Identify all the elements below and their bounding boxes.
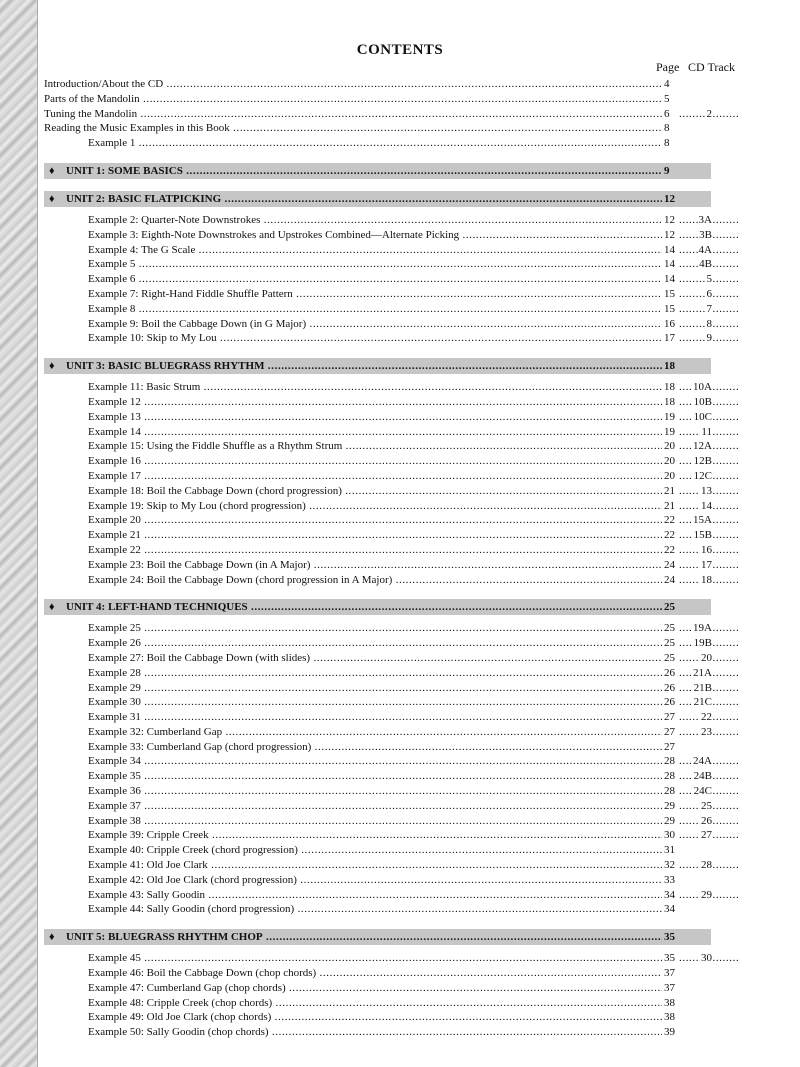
entry-title: Example 28 ..... [88,666,666,681]
entry-page-number: 26 [662,666,694,681]
entry-cd-track [679,410,740,425]
track-column-header: CD Track [688,60,736,74]
entry-page-number: 14 [662,272,694,287]
entry-page-number: 29 [662,814,694,829]
entry-cd-track-number: ..... 18 [701,573,712,586]
unit-title: UNIT 5: BLUEGRASS RHYTHM CHOP ..... [66,929,664,945]
toc-entry[interactable] [44,257,740,272]
unit-title: UNIT 1: SOME BASICS ..... [66,163,664,179]
toc-entry[interactable] [44,843,740,858]
entry-title: Example 23: Boil the Cabbage Down (in A Major) ..... [88,558,666,573]
entry-page-number: 31 [662,843,694,858]
entry-title: Example 16 ..... [88,454,666,469]
entry-title: Example 8 ..... [88,302,666,317]
entry-page-number: 12 [662,228,694,243]
entry-cd-track [679,636,740,651]
entry-title: Example 14 ..... [88,425,666,440]
toc-entry[interactable] [44,902,740,917]
entry-cd-track-number: ..... 4A [698,243,712,256]
toc-entry[interactable] [44,513,740,528]
entry-title: Example 1 ..... [88,136,666,151]
entry-cd-track-number: ..... 7 [706,302,712,315]
entry-cd-track [679,754,740,769]
entry-page-number: 21 [662,499,694,514]
entry-cd-track [679,107,740,122]
entry-page-number: 20 [662,469,694,484]
entry-title: Example 19: Skip to My Lou (chord progression) ..... [88,499,666,514]
entry-cd-track-number: ..... 20 [701,651,712,664]
entry-page-number: 19 [662,410,694,425]
diamond-bullet-icon: ♦ [49,192,55,205]
toc-entry[interactable] [44,651,740,666]
unit-heading[interactable] [44,358,711,374]
toc-entry[interactable] [44,77,740,92]
entry-cd-track [679,302,740,317]
entry-title: Example 22 ..... [88,543,666,558]
entry-cd-track [679,951,740,966]
entry-page-number: 24 [662,558,694,573]
entry-title: Example 37 ..... [88,799,666,814]
toc-entry[interactable] [44,121,740,136]
toc-entry[interactable] [44,213,740,228]
entry-title: Example 41: Old Joe Clark ..... [88,858,666,873]
entry-cd-track [679,695,740,710]
entry-cd-track-number: ..... 15B [693,529,712,542]
entry-page-number: 14 [662,257,694,272]
entry-cd-track [679,395,740,410]
entry-cd-track [679,317,740,332]
toc-entry[interactable] [44,996,740,1011]
toc-entry[interactable] [44,873,740,888]
toc-entry[interactable] [44,331,740,346]
entry-page-number: 25 [662,636,694,651]
entry-page-number: 15 [662,287,694,302]
toc-entry[interactable] [44,769,740,784]
entry-page-number: 38 [662,996,694,1011]
entry-title: Example 3: Eighth-Note Downstrokes and Upstrokes Combined—Alternate Picking ..... [88,228,666,243]
toc-entry[interactable] [44,725,740,740]
entry-page-number: 28 [662,769,694,784]
entry-cd-track-number: ..... 12C [693,469,712,482]
entry-cd-track-number: ..... 6 [706,287,712,300]
entry-page-number: 22 [662,513,694,528]
toc-entry[interactable] [44,287,740,302]
toc-entry[interactable] [44,107,740,122]
entry-cd-track [679,710,740,725]
unit-page-number: 25 [662,599,694,615]
unit-heading[interactable] [44,929,711,945]
entry-cd-track [679,513,740,528]
entry-title: Example 35 ..... [88,769,666,784]
unit-page-number: 9 [662,163,694,179]
entry-title: Example 27: Boil the Cabbage Down (with slides) ..... [88,651,666,666]
toc-entry[interactable] [44,558,740,573]
toc-entry[interactable] [44,469,740,484]
entry-cd-track-number: ..... 26 [701,814,712,827]
entry-cd-track-number: ..... 2 [706,107,712,120]
toc-entry[interactable] [44,695,740,710]
entry-cd-track [679,681,740,696]
unit-heading[interactable] [44,191,711,207]
entry-cd-track [679,888,740,903]
entry-page-number: 18 [662,380,694,395]
toc-entry[interactable] [44,951,740,966]
entry-cd-track [679,243,740,258]
entry-page-number: 8 [662,136,694,151]
entry-title: Example 50: Sally Goodin (chop chords) ..... [88,1025,666,1040]
toc-entry[interactable] [44,966,740,981]
entry-cd-track-number: ..... 4B [699,258,712,271]
entry-cd-track [679,499,740,514]
decorative-margin-pattern [0,0,38,1067]
entry-cd-track-number: ..... 21B [693,681,712,694]
entry-title: Example 38 ..... [88,814,666,829]
entry-page-number: 18 [662,395,694,410]
entry-page-number: 26 [662,695,694,710]
entry-title: Example 6 ..... [88,272,666,287]
entry-title: Example 33: Cumberland Gap (chord progression) ..... [88,740,666,755]
entry-cd-track [679,799,740,814]
entry-cd-track-number: ..... 24B [693,770,712,783]
entry-title: Example 4: The G Scale ..... [88,243,666,258]
diamond-bullet-icon: ♦ [49,931,55,944]
entry-cd-track-number: ..... 16 [701,543,712,556]
entry-page-number: 37 [662,966,694,981]
toc-entry[interactable] [44,888,740,903]
unit-title: UNIT 3: BASIC BLUEGRASS RHYTHM ..... [66,358,664,374]
entry-cd-track-number: ..... 21C [693,696,712,709]
entry-cd-track [679,573,740,588]
entry-page-number: 27 [662,740,694,755]
entry-page-number: 30 [662,828,694,843]
entry-cd-track-number: ..... 24A [693,755,712,768]
entry-cd-track [679,469,740,484]
toc-entry[interactable] [44,666,740,681]
entry-cd-track-number: ..... 5 [706,273,712,286]
entry-cd-track-number: ..... 12B [693,455,712,468]
toc-entry[interactable] [44,1010,740,1025]
entry-title: Example 39: Cripple Creek ..... [88,828,666,843]
entry-cd-track [679,228,740,243]
entry-cd-track [679,651,740,666]
entry-cd-track-number: ..... 13 [701,484,712,497]
unit-heading[interactable] [44,163,711,179]
entry-cd-track [679,558,740,573]
entry-page-number: 26 [662,681,694,696]
toc-entry[interactable] [44,454,740,469]
toc-entry[interactable] [44,425,740,440]
entry-title: Tuning the Mandolin ..... [44,107,666,122]
entry-cd-track-number: ..... 21A [693,666,712,679]
toc-entry[interactable] [44,981,740,996]
toc-entry[interactable] [44,543,740,558]
entry-title: Example 43: Sally Goodin ..... [88,888,666,903]
entry-title: Example 13 ..... [88,410,666,425]
entry-page-number: 21 [662,484,694,499]
entry-page-number: 28 [662,784,694,799]
toc-entry[interactable] [44,92,740,107]
unit-heading[interactable] [44,599,711,615]
entry-cd-track [679,784,740,799]
toc-entry[interactable] [44,784,740,799]
entry-cd-track [679,814,740,829]
entry-cd-track-number: ..... 3A [698,213,712,226]
entry-page-number: 24 [662,573,694,588]
entry-cd-track [679,439,740,454]
entry-cd-track [679,543,740,558]
entry-cd-track-number: ..... 11 [701,425,712,438]
entry-title: Example 44: Sally Goodin (chord progression) ..... [88,902,666,917]
toc-entry[interactable] [44,573,740,588]
unit-page-number: 18 [662,358,694,374]
entry-title: Example 15: Using the Fiddle Shuffle as a Rhythm Strum ..... [88,439,666,454]
entry-cd-track-number: ..... 12A [693,440,712,453]
toc-entry[interactable] [44,814,740,829]
entry-title: Example 45 ..... [88,951,666,966]
toc-entry[interactable] [44,439,740,454]
entry-title: Parts of the Mandolin ..... [44,92,666,107]
entry-page-number: 19 [662,425,694,440]
diamond-bullet-icon: ♦ [49,164,55,177]
entry-cd-track-number: ..... 28 [701,859,712,872]
toc-entry[interactable] [44,528,740,543]
entry-page-number: 20 [662,439,694,454]
entry-title: Example 31 ..... [88,710,666,725]
entry-title: Example 42: Old Joe Clark (chord progression) ..... [88,873,666,888]
entry-page-number: 25 [662,621,694,636]
entry-cd-track [679,272,740,287]
entry-cd-track [679,380,740,395]
entry-cd-track [679,769,740,784]
entry-cd-track-number: ..... 10B [693,395,712,408]
entry-page-number: 22 [662,528,694,543]
toc-entry[interactable] [44,1025,740,1040]
entry-title: Example 32: Cumberland Gap ..... [88,725,666,740]
entry-cd-track [679,621,740,636]
entry-cd-track [679,828,740,843]
entry-title: Example 5 ..... [88,257,666,272]
entry-cd-track [679,666,740,681]
entry-cd-track-number: ..... 8 [706,317,712,330]
entry-cd-track [679,425,740,440]
entry-title: Introduction/About the CD ..... [44,77,666,92]
unit-title: UNIT 4: LEFT-HAND TECHNIQUES ..... [66,599,664,615]
entry-cd-track-number: ..... 10A [693,381,712,394]
toc-entry[interactable] [44,302,740,317]
entry-title: Reading the Music Examples in this Book ..... [44,121,666,136]
entry-page-number: 35 [662,951,694,966]
table-of-contents [44,77,740,1040]
entry-cd-track-number: ..... 10C [693,410,712,423]
entry-title: Example 25 ..... [88,621,666,636]
toc-entry[interactable] [44,621,740,636]
entry-title: Example 47: Cumberland Gap (chop chords) ..... [88,981,666,996]
entry-page-number: 5 [662,92,694,107]
entry-title: Example 12 ..... [88,395,666,410]
entry-page-number: 28 [662,754,694,769]
entry-page-number: 34 [662,888,694,903]
entry-page-number: 14 [662,243,694,258]
entry-cd-track-number: ..... 17 [701,558,712,571]
entry-page-number: 16 [662,317,694,332]
entry-cd-track-number: ..... 19A [693,622,712,635]
entry-cd-track [679,331,740,346]
diamond-bullet-icon: ♦ [49,601,55,614]
entry-page-number: 4 [662,77,694,92]
entry-cd-track-number: ..... 23 [701,725,712,738]
entry-page-number: 39 [662,1025,694,1040]
entry-cd-track-number: ..... 14 [701,499,712,512]
toc-entry[interactable] [44,380,740,395]
entry-cd-track [679,213,740,228]
entry-title: Example 24: Boil the Cabbage Down (chord progression in A Major) ..... [88,573,666,588]
entry-cd-track [679,528,740,543]
entry-title: Example 30 ..... [88,695,666,710]
entry-cd-track-number: ..... 24C [693,785,712,798]
entry-title: Example 9: Boil the Cabbage Down (in G Major) ..... [88,317,666,332]
entry-title: Example 2: Quarter-Note Downstrokes ..... [88,213,666,228]
toc-entry[interactable] [44,636,740,651]
entry-title: Example 36 ..... [88,784,666,799]
entry-cd-track [679,454,740,469]
toc-entry[interactable] [44,799,740,814]
toc-entry[interactable] [44,272,740,287]
entry-title: Example 21 ..... [88,528,666,543]
entry-title: Example 17 ..... [88,469,666,484]
entry-cd-track [679,858,740,873]
entry-page-number: 27 [662,725,694,740]
entry-cd-track [679,484,740,499]
entry-page-number: 22 [662,543,694,558]
toc-entry[interactable] [44,243,740,258]
toc-entry[interactable] [44,858,740,873]
entry-page-number: 32 [662,858,694,873]
toc-entry[interactable] [44,136,740,151]
page-column-header: Page [656,60,680,74]
entry-page-number: 27 [662,710,694,725]
entry-page-number: 29 [662,799,694,814]
entry-cd-track-number: ..... 15A [693,514,712,527]
entry-cd-track [679,287,740,302]
diamond-bullet-icon: ♦ [49,360,55,373]
entry-cd-track-number: ..... 30 [701,952,712,965]
entry-title: Example 34 ..... [88,754,666,769]
entry-page-number: 17 [662,331,694,346]
entry-page-number: 8 [662,121,694,136]
entry-page-number: 12 [662,213,694,228]
toc-entry[interactable] [44,681,740,696]
entry-page-number: 15 [662,302,694,317]
page-title: CONTENTS [356,42,444,58]
entry-cd-track-number: ..... 9 [706,332,712,345]
toc-entry[interactable] [44,410,740,425]
entry-cd-track [679,257,740,272]
entry-cd-track-number: ..... 19B [693,637,712,650]
toc-entry[interactable] [44,317,740,332]
entry-title: Example 48: Cripple Creek (chop chords) ..... [88,996,666,1011]
entry-title: Example 40: Cripple Creek (chord progression) ..... [88,843,666,858]
entry-page-number: 33 [662,873,694,888]
entry-title: Example 18: Boil the Cabbage Down (chord progression) ..... [88,484,666,499]
toc-entry[interactable] [44,228,740,243]
toc-entry[interactable] [44,395,740,410]
entry-page-number: 38 [662,1010,694,1025]
unit-title: UNIT 2: BASIC FLATPICKING ..... [66,191,664,207]
unit-page-number: 12 [662,191,694,207]
entry-page-number: 34 [662,902,694,917]
entry-title: Example 29 ..... [88,681,666,696]
entry-page-number: 6 [662,107,694,122]
toc-entry[interactable] [44,484,740,499]
entry-title: Example 10: Skip to My Lou ..... [88,331,666,346]
entry-cd-track-number: ..... 22 [701,711,712,724]
entry-page-number: 37 [662,981,694,996]
entry-cd-track-number: ..... 29 [701,888,712,901]
entry-title: Example 20 ..... [88,513,666,528]
entry-page-number: 20 [662,454,694,469]
entry-cd-track-number: ..... 3B [699,228,712,241]
entry-page-number: 25 [662,651,694,666]
toc-entry[interactable] [44,740,740,755]
entry-title: Example 11: Basic Strum ..... [88,380,666,395]
toc-entry[interactable] [44,710,740,725]
toc-entry[interactable] [44,828,740,843]
unit-page-number: 35 [662,929,694,945]
entry-title: Example 46: Boil the Cabbage Down (chop chords) ..... [88,966,666,981]
toc-entry[interactable] [44,499,740,514]
entry-title: Example 26 ..... [88,636,666,651]
entry-title: Example 7: Right-Hand Fiddle Shuffle Pattern ..... [88,287,666,302]
entry-cd-track [679,725,740,740]
entry-title: Example 49: Old Joe Clark (chop chords) ..... [88,1010,666,1025]
entry-cd-track-number: ..... 27 [701,829,712,842]
toc-entry[interactable] [44,754,740,769]
entry-cd-track-number: ..... 25 [701,799,712,812]
